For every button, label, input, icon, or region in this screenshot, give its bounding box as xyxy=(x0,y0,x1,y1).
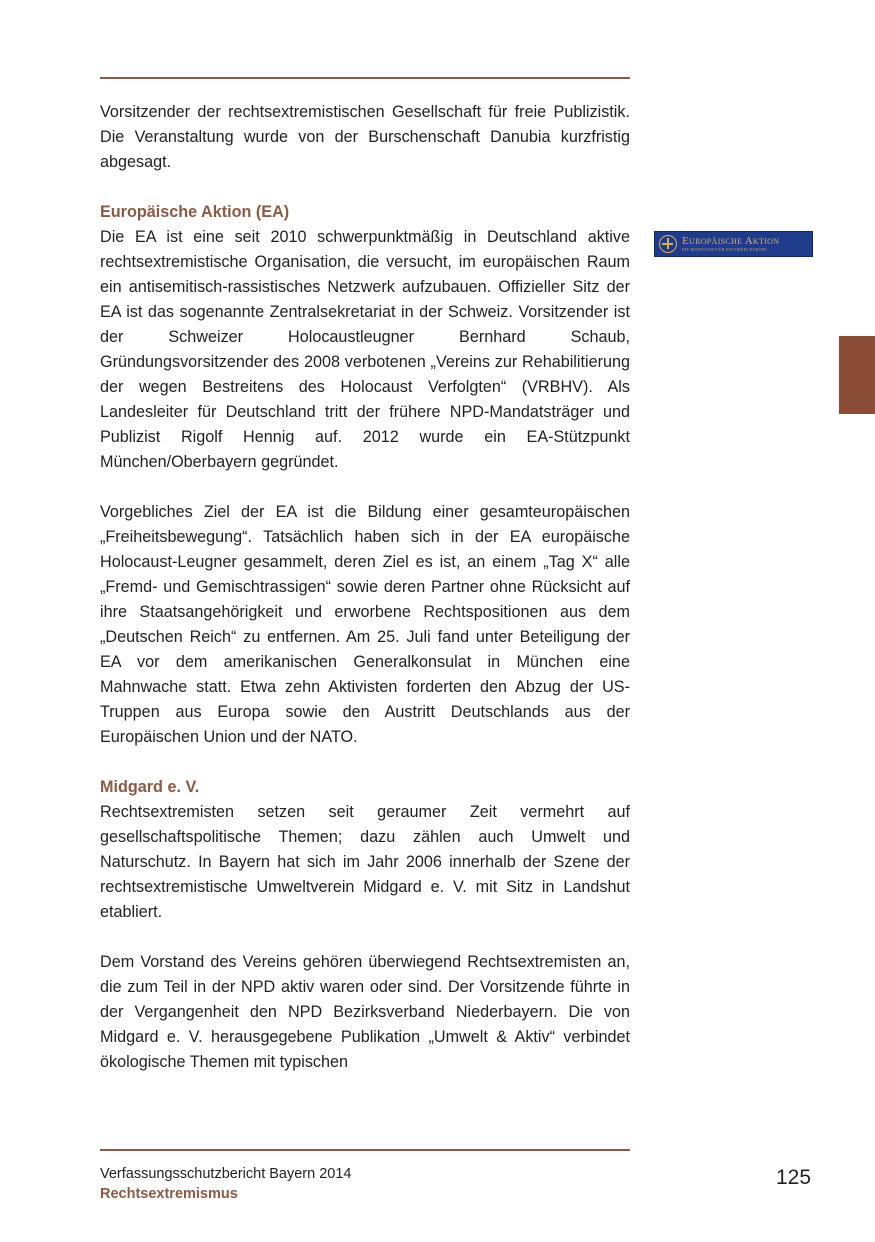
heading-midgard: Midgard e. V. xyxy=(100,778,200,796)
chapter-tab-marker xyxy=(839,336,875,414)
paragraph-midgard-1: Rechtsextremisten setzen seit geraumer Zeit vermehrt auf gesellschaftspolitische Themen; dazu zählen auch Umwelt und Naturschutz. In Bayern hat sich im Jahr 2006 innerhalb der Szene der rechtsextremistische Umweltverein Midgard e. V. mit Sitz in Landshut etabliert. xyxy=(100,803,630,921)
footer-section: Rechtsextremismus xyxy=(100,1186,238,1202)
page-number: 125 xyxy=(776,1166,812,1189)
logo-text xyxy=(682,236,779,252)
logo-subtitle: DIE BEWEGUNG FÜR EIN FREIES EUROPA xyxy=(682,247,767,252)
main-text-column xyxy=(100,100,630,1075)
footer-title: Verfassungsschutzbericht Bayern 2014 xyxy=(100,1166,352,1182)
paragraph-ea-2: Vorgebliches Ziel der EA ist die Bildung einer gesamteuropäischen „Freiheitsbewegung“. Tatsächlich haben sich in der EA europäische Holocaust-Leugner gesammelt, deren Ziel es ist, an einem „Tag X“ alle „Fremd- und Gemischtrassigen“ sowie deren Partner ohne Rücksicht auf ihre Staatsangehörigkeit und erworbene Rechtspositionen aus dem „Deutschen Reich“ zu entfernen. Am 25. Juli fand unter Beteiligung der EA vor dem amerikanischen Generalkonsulat in München eine Mahnwache statt. Etwa zehn Aktivisten forderten den Abzug der US-Truppen aus Europa sowie den Austritt Deutschlands aus der Europäischen Union und der NATO. xyxy=(100,503,630,746)
paragraph-intro: Vorsitzender der rechtsextremistischen Gesellschaft für freie Publizistik. Die Veranstaltung wurde von der Burschenschaft Danubia kurzfristig abgesagt. xyxy=(100,103,630,171)
footer-rule xyxy=(100,1149,630,1151)
paragraph-midgard-2: Dem Vorstand des Vereins gehören überwiegend Rechtsextremisten an, die zum Teil in der NPD aktiv waren oder sind. Der Vorsitzende führte in der Vergangenheit den NPD Bezirksverband Niederbayern. Die von Midgard e. V. herausgegebene Publikation „Umwelt & Aktiv“ verbindet ökologische Themen mit typischen xyxy=(100,953,630,1071)
paragraph-ea-1: Die EA ist eine seit 2010 schwerpunktmäßig in Deutschland aktive rechtsextremistische Organisation, die versucht, im europäischen Raum ein antisemitisch-rassistisches Netzwerk aufzubauen. Offizieller Sitz der EA ist das sogenannte Zentralsekretariat in der Schweiz. Vorsitzender ist der Schweizer Holocaustleugner Bernhard Schaub, Gründungsvorsitzender des 2008 verbotenen „Vereins zur Rehabilitierung der wegen Bestreitens des Holocaust Verfolgten“ (VRBHV). Als Landesleiter für Deutschland tritt der frühere NPD-Mandatsträger und Publizist Rigolf Hennig auf. 2012 wurde ein EA-Stützpunkt München/Oberbayern gegründet. xyxy=(100,228,630,471)
europaeische-aktion-logo xyxy=(654,231,813,257)
celtic-cross-icon xyxy=(659,235,677,253)
heading-europaeische-aktion: Europäische Aktion (EA) xyxy=(100,203,290,221)
header-rule xyxy=(100,77,630,79)
logo-title: Europäische Aktion xyxy=(682,235,780,247)
